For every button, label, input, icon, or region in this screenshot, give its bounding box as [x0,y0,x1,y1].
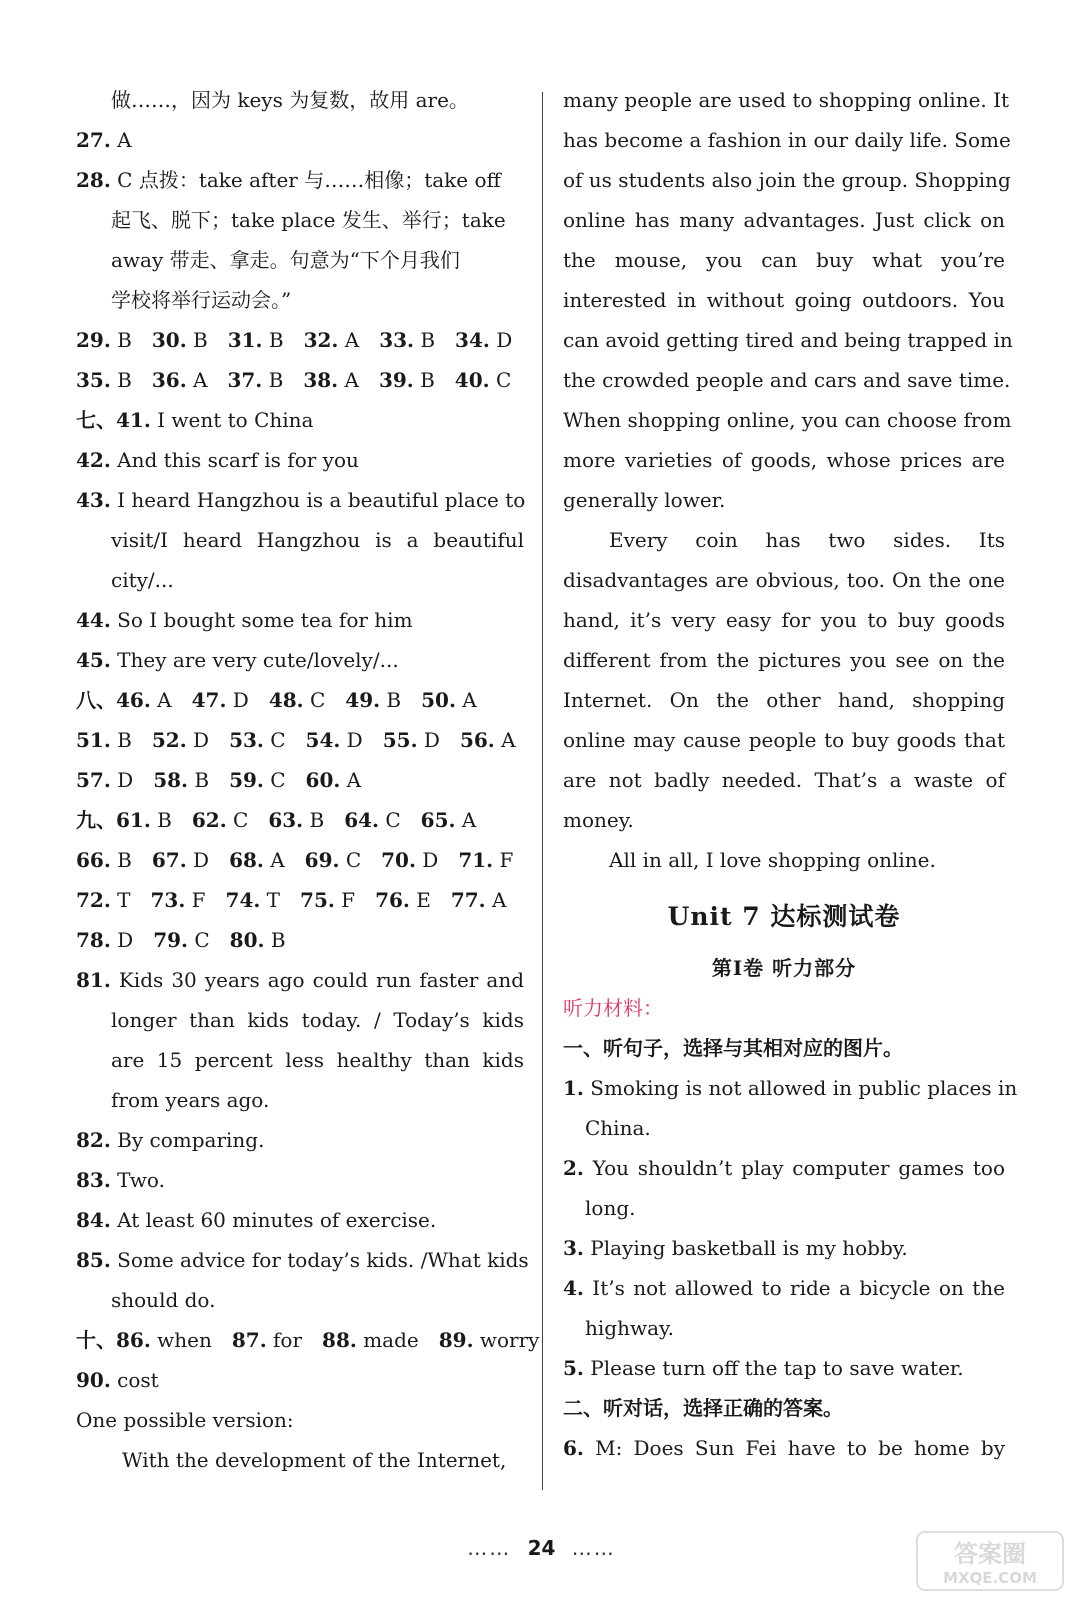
footer-dots-right: …… [571,1536,616,1560]
essay-line: Internet. On the other hand, shopping [563,688,1005,712]
answer-45: 45. They are very cute/lovely/... [76,648,399,672]
right-column [563,80,1018,1468]
answer-90: 90. cost [76,1368,159,1392]
answer-pair: 40. C [454,368,512,392]
version-label: One possible version: [76,1408,294,1432]
answer-pair: 70. D [381,848,439,872]
answer-pair: 74. T [225,888,281,912]
essay-line: many people are used to shopping online. It [563,88,1010,112]
answer-pair: 80. B [229,928,286,952]
answer-84: 84. At least 60 minutes of exercise. [76,1208,437,1232]
answer-row-51-56 [76,720,524,760]
essay-line: the crowded people and cars and save time. [563,368,1011,392]
essay-line: the mouse, you can buy what you’re [563,248,1005,272]
answer-pair: 69. C [304,848,362,872]
essay-paragraph-1 [563,80,1013,480]
essay-line: disadvantages are obvious, too. On the one [563,568,1005,592]
answer-pair: 57. D [76,768,134,792]
answer-pair: 73. F [150,888,206,912]
answer-81: 81. Kids 30 years ago could run faster and longer than kids today. / Today’s kids are 15 percent less healthy than kids from years ago. [76,968,525,1112]
answer-pair: 35. B [76,368,132,392]
answer-pair: 89. worry [438,1328,540,1352]
section-title: 第Ⅰ卷 听力部分 [711,956,857,980]
essay-line: hand, it’s very easy for you to buy goods [563,608,1005,632]
essay-line: can avoid getting tired and being trapped in [563,328,1013,352]
listening-material-label: 听力材料： [563,996,663,1020]
answer-row-72-77 [76,880,524,920]
answer-pair: 60. A [305,768,362,792]
answer-row-29-34 [76,320,524,360]
answer-pair: 55. D [382,728,440,752]
answer-pair: 76. E [375,888,431,912]
answer-pair: 71. F [458,848,514,872]
page-number: 24 [527,1536,556,1560]
part-1-title: 一、听句子，选择与其相对应的图片。 [563,1036,903,1060]
essay-line: different from the pictures you see on the [563,648,1005,672]
answer-pair: 36. A [151,368,208,392]
answer-pair: 50. A [421,688,477,712]
answer-pair: 47. D [191,688,249,712]
answer-pair: 88. made [322,1328,419,1352]
answer-pair: 54. D [305,728,363,752]
essay-paragraph-2 [563,520,1005,800]
footer-dots-left: …… [467,1536,512,1560]
watermark-logo [915,1530,1065,1592]
answer-pair: 77. A [450,888,507,912]
answer-pair: 29. B [76,328,132,352]
answer-43: 43. I heard Hangzhou is a beautiful place to visit/I heard Hangzhou is a beautiful city/... [76,488,526,592]
answer-41: 七、41. I went to China [76,408,314,432]
answer-pair: 66. B [76,848,132,872]
answer-42: 42. And this scarf is for you [76,448,359,472]
answer-pair: 64. C [344,808,401,832]
answer-row-35-40 [76,360,524,400]
answer-pair: 十、86. when [76,1328,212,1352]
answer-pair: 39. B [378,368,435,392]
answer-pair: 58. B [153,768,210,792]
answer-pair: 62. C [191,808,249,832]
answer-pair: 48. C [268,688,326,712]
answer-28: 28. C 点拨：take after 与……相像；take off 起飞、脱下；take place 发生、举行；take away 带走、拿走。句意为“下个月我们 学校将举行运动会。” [76,168,506,312]
answer-27: 27. A [76,128,132,152]
answer-85: 85. Some advice for today’s kids. /What kids should do. [76,1248,529,1312]
answer-pair: 52. D [151,728,210,752]
sentence-2: 2. You shouldn’t play computer games too long. [563,1156,1006,1220]
sentence-6: 6. M: Does Sun Fei have to be home by [563,1436,1005,1460]
answer-pair: 38. A [303,368,359,392]
essay-line: has become a fashion in our daily life. Some [563,128,1011,152]
answer-pair: 八、46. A [76,688,172,712]
answer-row-66-71 [76,840,524,880]
answer-continuation: 做……，因为 keys 为复数，故用 are。 [111,88,469,112]
essay-first-line: With the development of the Internet, [122,1448,507,1472]
column-divider [542,92,543,1490]
answer-pair: 87. for [231,1328,303,1352]
sentence-4: 4. It’s not allowed to ride a bicycle on the highway. [563,1276,1005,1340]
answer-pair: 72. T [76,888,131,912]
answer-pair: 51. B [76,728,132,752]
svg-text:答案圈: 答案圈 [954,1540,1026,1568]
sentence-1: 1. Smoking is not allowed in public places in China. [563,1076,1018,1140]
sentence-5: 5. Please turn off the tap to save water. [563,1356,964,1380]
answer-83: 83. Two. [76,1168,165,1192]
essay-line: of us students also join the group. Shopping [563,168,1011,192]
essay-paragraph-3: All in all, I love shopping online. [609,848,936,872]
answer-row-78-80 [76,920,524,960]
answer-pair: 53. C [229,728,286,752]
part-2-title: 二、听对话，选择正确的答案。 [563,1396,843,1420]
sentence-3: 3. Playing basketball is my hobby. [563,1236,908,1260]
answer-pair: 34. D [455,328,513,352]
answer-pair: 59. C [229,768,286,792]
answer-pair: 31. B [227,328,284,352]
essay-line: When shopping online, you can choose from [563,408,1012,432]
essay-paragraph-2-end: money. [563,808,634,832]
answer-pair: 79. C [153,928,210,952]
essay-line: interested in without going outdoors. You [563,288,1005,312]
svg-text:MXQE.COM: MXQE.COM [943,1569,1037,1587]
answer-pair: 75. F [300,888,356,912]
answer-pair: 49. B [345,688,402,712]
answer-pair: 37. B [227,368,284,392]
answer-82: 82. By comparing. [76,1128,265,1152]
answer-row-86-89 [76,1320,540,1360]
essay-line: online may cause people to buy goods that [563,728,1005,752]
answer-row-46-50 [76,680,524,720]
answer-row-61-65 [76,800,524,840]
answer-pair: 30. B [151,328,208,352]
answer-pair: 68. A [229,848,285,872]
essay-line: more varieties of goods, whose prices are [563,448,1005,472]
answer-pair: 33. B [379,328,436,352]
essay-paragraph-1-end: generally lower. [563,488,726,512]
answer-pair: 67. D [151,848,210,872]
answer-pair: 32. A [303,328,360,352]
essay-line: Every coin has two sides. Its [609,528,1005,552]
answer-pair: 九、61. B [76,808,172,832]
essay-line: are not badly needed. That’s a waste of [563,768,1005,792]
unit-title: Unit 7 达标测试卷 [667,902,901,931]
left-column [76,80,540,1480]
essay-line: online has many advantages. Just click on [563,208,1005,232]
answer-pair: 78. D [76,928,134,952]
answer-pair: 56. A [459,728,516,752]
answer-pair: 65. A [420,808,477,832]
answer-44: 44. So I bought some tea for him [76,608,413,632]
answer-row-57-60 [76,760,524,800]
answer-pair: 63. B [268,808,325,832]
